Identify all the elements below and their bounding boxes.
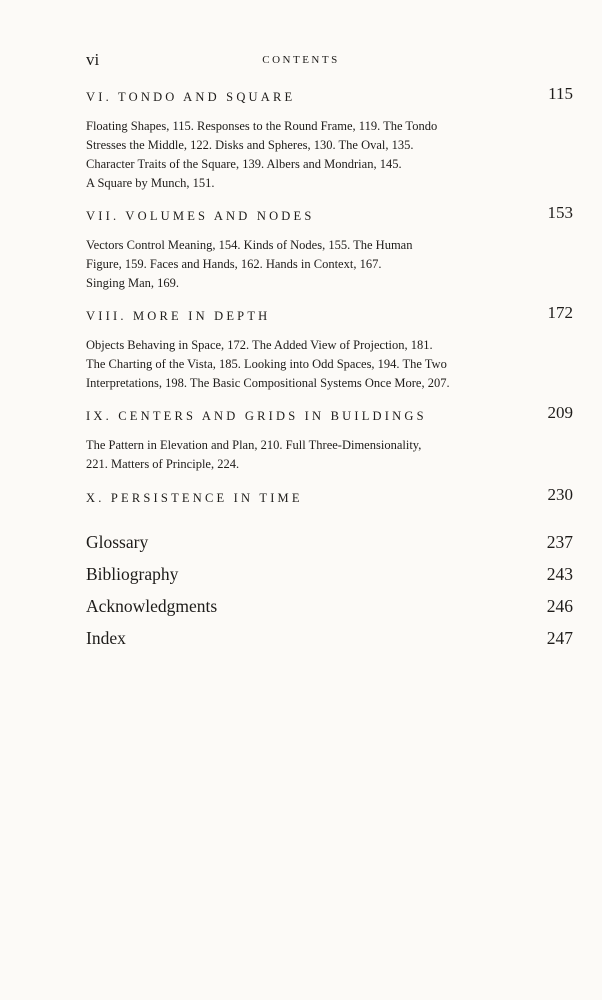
back-matter-label: Index	[86, 628, 126, 648]
back-matter-bibliography	[86, 564, 573, 588]
back-matter-glossary	[86, 532, 573, 556]
chapter-title: VI. TONDO AND SQUARE	[86, 90, 296, 104]
topic-line: Vectors Control Meaning, 154. Kinds of Nodes, 155. The Human	[86, 238, 413, 252]
running-head: CONTENTS	[262, 54, 340, 66]
topic-line: The Charting of the Vista, 185. Looking into Odd Spaces, 194. The Two	[86, 357, 447, 371]
chapter-entry	[86, 86, 573, 193]
topic-line: Character Traits of the Square, 139. Albers and Mondrian, 145.	[86, 157, 402, 171]
chapter-page-number: 172	[547, 303, 573, 322]
topic-line: Singing Man, 169.	[86, 276, 180, 290]
back-matter-label: Glossary	[86, 532, 149, 552]
chapter-page-number: 230	[547, 485, 573, 504]
topic-line: A Square by Munch, 151.	[86, 176, 215, 190]
topic-line: Interpretations, 198. The Basic Compositional Systems Once More, 207.	[86, 376, 450, 390]
chapter-page-number: 209	[547, 403, 573, 422]
page-number: vi	[86, 50, 100, 69]
topic-line: Stresses the Middle, 122. Disks and Spheres, 130. The Oval, 135.	[86, 138, 414, 152]
back-matter-label: Bibliography	[86, 564, 179, 584]
topic-line: Floating Shapes, 115. Responses to the Round Frame, 119. The Tondo	[86, 119, 438, 133]
topic-line: 221. Matters of Principle, 224.	[86, 457, 240, 471]
chapter-title: VII. VOLUMES AND NODES	[86, 209, 315, 223]
topic-line: Objects Behaving in Space, 172. The Added View of Projection, 181.	[86, 338, 433, 352]
chapter-topics	[86, 117, 466, 193]
back-matter-index	[86, 628, 573, 652]
chapter-entry	[86, 405, 573, 474]
back-matter-acknowledgments	[86, 596, 573, 620]
back-matter-page-number: 247	[546, 628, 573, 648]
chapter-topics	[86, 236, 466, 293]
back-matter-page-number: 237	[546, 532, 573, 552]
chapter-entry	[86, 305, 573, 393]
chapter-page-number: 115	[548, 84, 573, 103]
chapter-title: X. PERSISTENCE IN TIME	[86, 491, 303, 505]
back-matter-label: Acknowledgments	[86, 596, 218, 616]
back-matter-page-number: 243	[546, 564, 573, 584]
chapter-title: VIII. MORE IN DEPTH	[86, 309, 271, 323]
topic-line: The Pattern in Elevation and Plan, 210. Full Three-Dimensionality,	[86, 438, 422, 452]
chapter-entry	[86, 487, 573, 509]
chapter-entry	[86, 205, 573, 293]
chapter-topics	[86, 336, 466, 393]
back-matter-page-number: 246	[546, 596, 573, 616]
chapter-page-number: 153	[547, 203, 573, 222]
chapter-topics	[86, 436, 466, 474]
chapter-title: IX. CENTERS AND GRIDS IN BUILDINGS	[86, 409, 427, 423]
topic-line: Figure, 159. Faces and Hands, 162. Hands in Context, 167.	[86, 257, 382, 271]
